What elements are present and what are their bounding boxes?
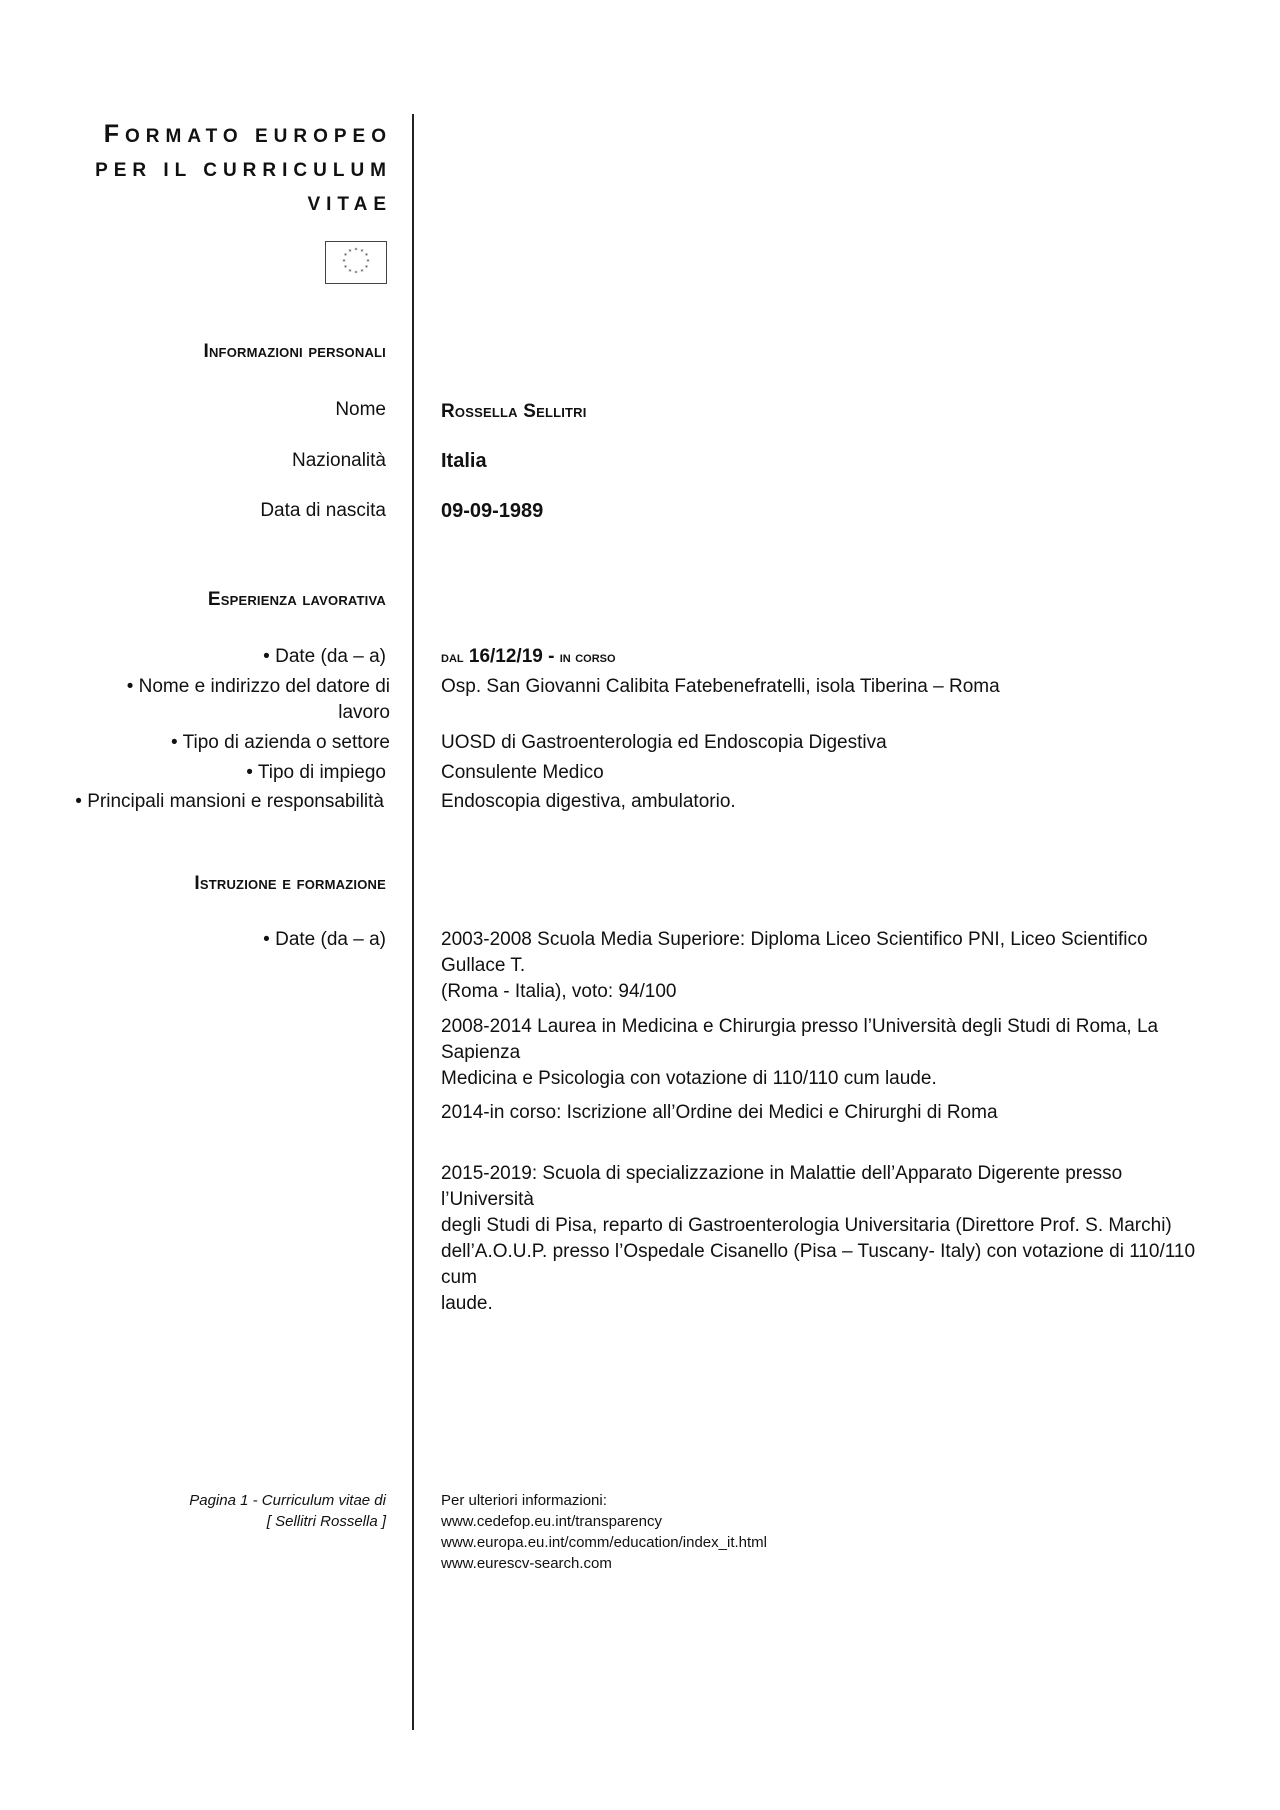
education-entry: 2015-2019: Scuola di specializzazione in Malattie dell’Apparato Digerente presso l’Università degli Studi di Pisa, reparto di Gastroenterologia Universitaria (Direttore Prof. S. Marchi) dell’A.O.U.P. presso l’Ospedale Cisanello (Pisa – Tuscany- Italy) con votazione di 110/110 cum laude. xyxy=(441,1163,1196,1314)
nationality-value: Italia xyxy=(441,450,487,472)
vertical-divider xyxy=(412,114,414,1730)
footer-link[interactable]: www.europa.eu.int/comm/education/index_it.html xyxy=(441,1534,768,1551)
education-entry: 2014-in corso: Iscrizione all’Ordine dei Medici e Chirurghi di Roma xyxy=(441,1102,998,1123)
cv-title-line2: PER IL CURRICULUM xyxy=(95,160,392,181)
svg-text:*: * xyxy=(348,248,352,256)
svg-text:*: * xyxy=(342,258,346,266)
svg-text:*: * xyxy=(365,264,368,272)
work-section-title: Esperienza lavorativa xyxy=(207,589,386,610)
eu-flag-icon xyxy=(325,241,387,284)
footer-info-title: Per ulteriori informazioni: xyxy=(441,1492,607,1509)
svg-text:*: * xyxy=(365,252,368,260)
cv-title-line3: VITAE xyxy=(307,194,392,215)
work-jobtype-label: • Tipo di impiego xyxy=(246,762,386,783)
cv-title xyxy=(95,117,392,222)
work-employer-label: • Nome e indirizzo del datore di lavoro xyxy=(126,676,390,723)
footer-link[interactable]: www.eurescv-search.com xyxy=(441,1555,612,1572)
svg-text:*: * xyxy=(344,252,347,260)
work-duties-label: • Principali mansioni e responsabilità xyxy=(75,791,384,812)
personal-section-title: Informazioni personali xyxy=(203,341,386,362)
name-label: Nome xyxy=(335,399,386,420)
svg-text:*: * xyxy=(344,264,347,272)
cv-title-line1: FORMATO EUROPEO xyxy=(103,120,392,148)
page-footer-label: Pagina 1 - Curriculum vitae di [ Sellitri Rossella ] xyxy=(189,1492,386,1530)
svg-text:*: * xyxy=(366,258,370,266)
work-sector-label: • Tipo di azienda o settore xyxy=(171,732,390,753)
name-value: Rossella Sellitri xyxy=(441,401,587,422)
svg-text:*: * xyxy=(348,268,352,276)
footer-info xyxy=(441,1490,767,1574)
education-dates-label: • Date (da – a) xyxy=(263,929,386,950)
work-sector-value: UOSD di Gastroenterologia ed Endoscopia Digestiva xyxy=(441,732,887,753)
education-entry: 2008-2014 Laurea in Medicina e Chirurgia presso l’Università degli Studi di Roma, La Sapienza Medicina e Psicologia con votazione di 110/110 cum laude. xyxy=(441,1016,1159,1089)
work-duties-value: Endoscopia digestiva, ambulatorio. xyxy=(441,791,736,812)
work-employer-value: Osp. San Giovanni Calibita Fatebenefratelli, isola Tiberina – Roma xyxy=(441,676,1000,697)
work-dates-label: • Date (da – a) xyxy=(263,646,386,667)
svg-text:*: * xyxy=(354,270,358,277)
svg-text:*: * xyxy=(360,268,364,276)
birthdate-label: Data di nascita xyxy=(260,500,386,521)
education-section-title: Istruzione e formazione xyxy=(194,873,386,894)
svg-text:*: * xyxy=(354,247,358,254)
work-dates-value: dal 16/12/19 - in corso xyxy=(441,646,616,667)
nationality-label: Nazionalità xyxy=(292,450,386,471)
education-entry: 2003-2008 Scuola Media Superiore: Diploma Liceo Scientifico PNI, Liceo Scientifico Gullace T. (Roma - Italia), voto: 94/100 xyxy=(441,929,1148,1002)
svg-text:*: * xyxy=(360,248,364,256)
work-jobtype-value: Consulente Medico xyxy=(441,762,604,783)
footer-link[interactable]: www.cedefop.eu.int/transparency xyxy=(441,1513,662,1530)
birthdate-value: 09-09-1989 xyxy=(441,500,544,522)
